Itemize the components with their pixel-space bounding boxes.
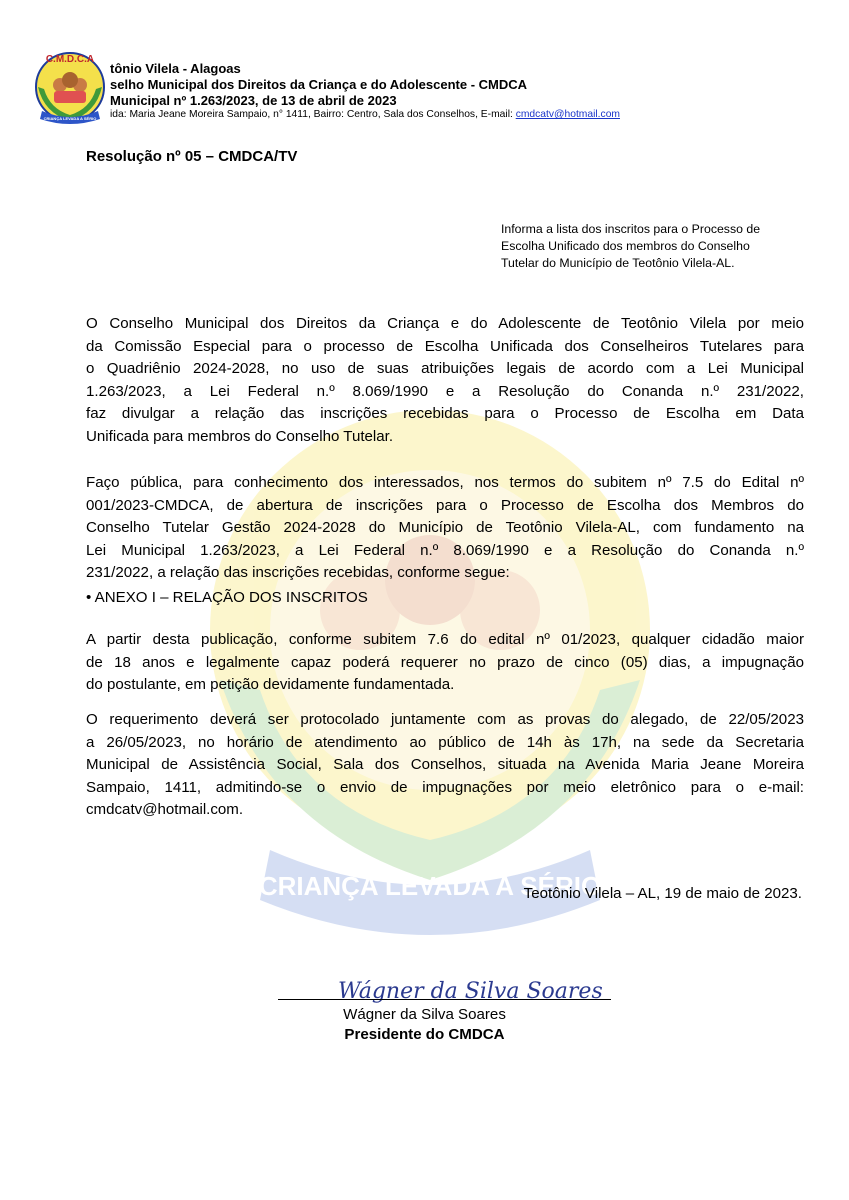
paragraph-line: faz divulgar a relação das inscrições recebidas para o Processo de Escolha em Data [86,405,804,422]
paragraph-line: Sampaio, 1411, admitindo-se o envio de impugnações por meio eletrônico para o e-mail: [86,778,804,796]
paragraph-line: O Conselho Municipal dos Direitos da Criança e do Adolescente de Teotônio Vilela por meio [86,315,804,332]
summary-line: Informa a lista dos inscritos para o Processo de [501,222,761,236]
cmdca-logo-icon [30,47,110,127]
header-council: selho Municipal dos Direitos da Criança e do Adolescente - CMDCA [110,77,528,92]
header-email-link[interactable]: cmdcatv@hotmail.com [515,109,620,120]
signer-role: Presidente do CMDCA [344,1026,505,1043]
header-city: tônio Vilela - Alagoas [110,61,241,76]
signature-line [278,999,611,1000]
signature-handwriting: Wágner da Silva Soares [338,979,603,1004]
resolution-title: Resolução nº 05 – CMDCA/TV [86,148,298,165]
paragraph-line: do postulante, em petição devidamente fundamentada. [86,676,455,693]
bullet-icon: • [86,589,95,606]
paragraph-line: 1.263/2023, a Lei Federal n.º 8.069/1990 e a Resolução do Conanda n.º 231/2022, [86,382,804,400]
header-address [110,107,620,123]
paragraph-line: cmdcatv@hotmail.com. [86,801,244,818]
annex-bullet [86,589,368,606]
paragraph-line: o Quadriênio 2024-2028, no uso de suas atribuições legais de acordo com a Lei Municipal [86,360,804,377]
paragraph-line: A partir desta publicação, conforme subitem 7.6 do edital nº 01/2023, qualquer cidadão maior [86,631,804,648]
resolution-summary [501,221,811,272]
paragraph-line: Conselho Tutelar Gestão 2024-2028 do Município de Teotônio Vilela-AL, com fundamento na [86,519,804,536]
logo-text: C.M.D.C.A [45,54,95,65]
paragraph-intro [86,313,804,448]
paragraph-line: Municipal de Assistência Social, Sala dos Conselhos, situada na Avenida Maria Jeane Moreira [86,756,804,773]
paragraph-line: Lei Municipal 1.263/2023, a Lei Federal n.º 8.069/1990 e a Resolução do Conanda n.º [86,541,804,559]
paragraph-impugnation [86,629,804,697]
paragraph-publication [86,472,804,585]
paragraph-line: Faço pública, para conhecimento dos interessados, nos termos do subitem nº 7.5 do Edital nº [86,474,804,491]
handwritten-signature [330,970,603,1010]
paragraph-line: 001/2023-CMDCA, de abertura de inscrições para o Processo de Escolha dos Membros do [86,496,804,514]
annex-bullet-text: ANEXO I – RELAÇÃO DOS INSCRITOS [94,589,368,606]
logo-ribbon-text: CRIANÇA LEVADA A SÉRIO [43,116,97,121]
paragraph-line: a 26/05/2023, no horário de atendimento ao público de 14h às 17h, na sede da Secretaria [86,733,804,751]
place-and-date: Teotônio Vilela – AL, 19 de maio de 2023. [523,885,802,902]
paragraph-requirement [86,709,804,822]
watermark-ribbon-text: CRIANÇA LEVADA A SÉRIO [258,871,602,901]
header-law: Municipal nº 1.263/2023, de 13 de abril de 2023 [110,93,397,108]
paragraph-line: 231/2022, a relação das inscrições recebidas, conforme segue: [86,564,510,581]
header-address-text: ida: Maria Jeane Moreira Sampaio, n° 1411, Bairro: Centro, Sala dos Conselhos, E-mail: [110,109,516,120]
paragraph-line: da Comissão Especial para o processo de Escolha Unificada dos Conselheiros Tutelares para [86,337,804,355]
signer-name: Wágner da Silva Soares [343,1006,506,1023]
summary-line: Escolha Unificado dos membros do Conselho [501,239,750,253]
summary-line: Tutelar do Município de Teotônio Vilela-AL. [501,256,735,270]
paragraph-line: O requerimento deverá ser protocolado juntamente com as provas do alegado, de 22/05/2023 [86,711,804,728]
paragraph-line: de 18 anos e legalmente capaz poderá requerer no prazo de cinco (05) dias, a impugnação [86,653,804,671]
paragraph-line: Unificada para membros do Conselho Tutelar. [86,427,394,445]
